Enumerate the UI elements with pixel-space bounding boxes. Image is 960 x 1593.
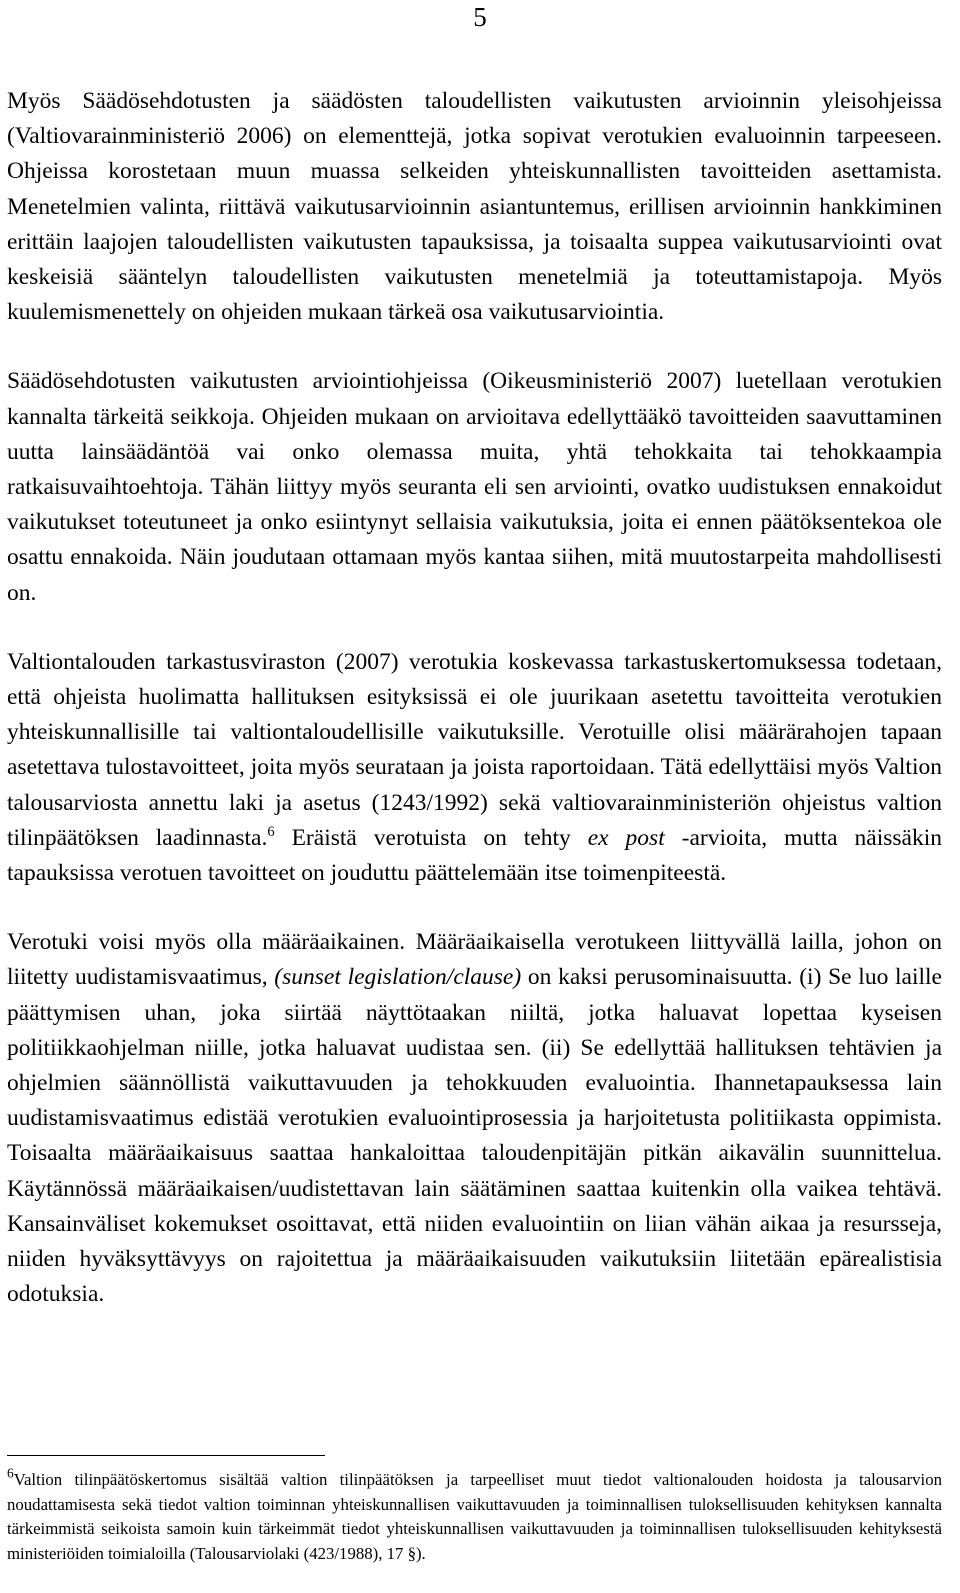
ex-post-term: ex post	[587, 824, 665, 851]
paragraph-3-text-cont: Eräistä verotuista on tehty	[274, 824, 588, 851]
footnote-divider	[7, 1455, 325, 1456]
paragraph-3	[7, 645, 942, 891]
paragraph-4-text-cont: on kaksi perusominaisuutta. (i) Se luo laille päättymisen uhan, joka siirtää näyttötaakan niiltä, jotka haluavat lopettaa kyseisen politiikkaohjelman niille, jotka haluavat uudistaa sen. (ii) Se edellyttää hallituksen tehtävien ja ohjelmien säännöllistä vaikuttavuuden ja tehokkuuden evaluointia. Ihannetapauksessa lain uudistamisvaatimus edistää verotukien evaluointiprosessia ja harjoitetusta politiikasta oppimista. Toisaalta määräaikaisuus saattaa hankaloittaa taloudenpitäjän pitkän aikavälin suunnittelua. Käytännössä määräaikaisen/uudistettavan lain säätäminen saattaa kuitenkin olla vaikea tehtävä. Kansainväliset kokemukset osoittavat, että niiden evaluointiin on liian vähän aikaa ja resursseja, niiden hyväksyttävyys on rajoitettua ja määräaikaisuuden vaikutuksiin liitetään epärealistisia odotuksia.	[7, 964, 942, 1308]
paragraph-1-text: Myös Säädösehdotusten ja säädösten taloudellisten vaikutusten arvioinnin yleisohjeissa (Valtiovarainministeriö 2006) on elementtejä, jotka sopivat verotukien evaluoinnin tarpeeseen. Ohjeissa korostetaan muun muassa selkeiden yhteiskunnallisten tavoitteiden asettamista. Menetelmien valinta, riittävä vaikutusarvioinnin asiantuntemus, erillisen arvioinnin hankkiminen erittäin laajojen taloudellisten vaikutusten tapauksissa, ja toisaalta suppea vaikutusarviointi ovat keskeisiä sääntelyn taloudellisten vaikutusten menetelmiä ja toteuttamistapoja. Myös kuulemismenettely on ohjeiden mukaan tärkeä osa vaikutusarviointia.	[7, 88, 942, 326]
paragraph-1	[7, 84, 942, 330]
paragraph-3-text-end: -arvioita, mutta näissäkin tapauksissa verotuen tavoitteet on jouduttu päättelemään itse toimenpiteestä.	[7, 824, 943, 887]
paragraph-2-text: Säädösehdotusten vaikutusten arviointiohjeissa (Oikeusministeriö 2007) luetellaan verotukien kannalta tärkeitä seikkoja. Ohjeiden mukaan on arvioitava edellyttääkö tavoitteiden saavuttaminen uutta lainsäädäntöä vai onko olemassa muita, yhtä tehokkaita tai tehokkaampia ratkaisuvaihtoehtoja. Tähän liittyy myös seuranta eli sen arviointi, ovatko uudistuksen ennakoidut vaikutukset toteutuneet ja onko esiintynyt sellaisia vaikutuksia, joita ei ennen päätöksentekoa ole osattu ennakoida. Näin joudutaan ottamaan myös kantaa siihen, mitä muutostarpeita mahdollisesti on.	[7, 368, 942, 606]
paragraph-2	[7, 364, 942, 610]
footnote-text: Valtion tilinpäätöskertomus sisältää valtion tilinpäätöksen ja tarpeelliset muut tiedot valtionalouden hoidosta ja talousarvion noudattamisesta sekä tiedot valtion toiminnan yhteiskunnallisen vaikuttavuuden ja toiminnallisen tuloksellisuuden kehityksen kannalta tärkeimmistä seikoista samoin kuin tärkeimmät tiedot yhteiskunnallisen vaikuttavuuden ja toiminnallisen tuloksellisuuden kehityksestä ministeriöiden toimialoilla (Talousarviolaki (423/1988), 17 §).	[7, 1470, 942, 1563]
sunset-legislation-term: (sunset legislation/clause)	[274, 964, 522, 991]
footnote-marker: 6	[7, 1465, 14, 1481]
page-number: 5	[473, 2, 487, 32]
footnote-reference-6: 6	[267, 823, 275, 840]
paragraph-3-text: Valtiontalouden tarkastusviraston (2007) verotukia koskevassa tarkastuskertomuksessa todetaan, että ohjeista huolimatta hallituksen esityksissä ei ole juurikaan asetettu tavoitteita verotukien yhteiskunnallisille tai valtiontaloudellisille vaikutuksille. Verotuille olisi määrärahojen tapaan asetettava tulostavoitteet, joita myös seurataan ja joista raportoidaan. Tätä edellyttäisi myös Valtion talousarviosta annettu laki ja asetus (1243/1992) sekä valtiovarainministeriön ohjeistus valtion tilinpäätöksen laadinnasta.	[7, 648, 942, 851]
footnote-6	[7, 1465, 942, 1566]
paragraph-4-text: Verotuki voisi myös olla määräaikainen. Määräaikaisella verotukeen liittyvällä lailla, johon on liitetty uudistamisvaatimus,	[7, 929, 942, 991]
paragraph-4	[7, 925, 942, 1312]
body-text	[7, 84, 942, 1313]
